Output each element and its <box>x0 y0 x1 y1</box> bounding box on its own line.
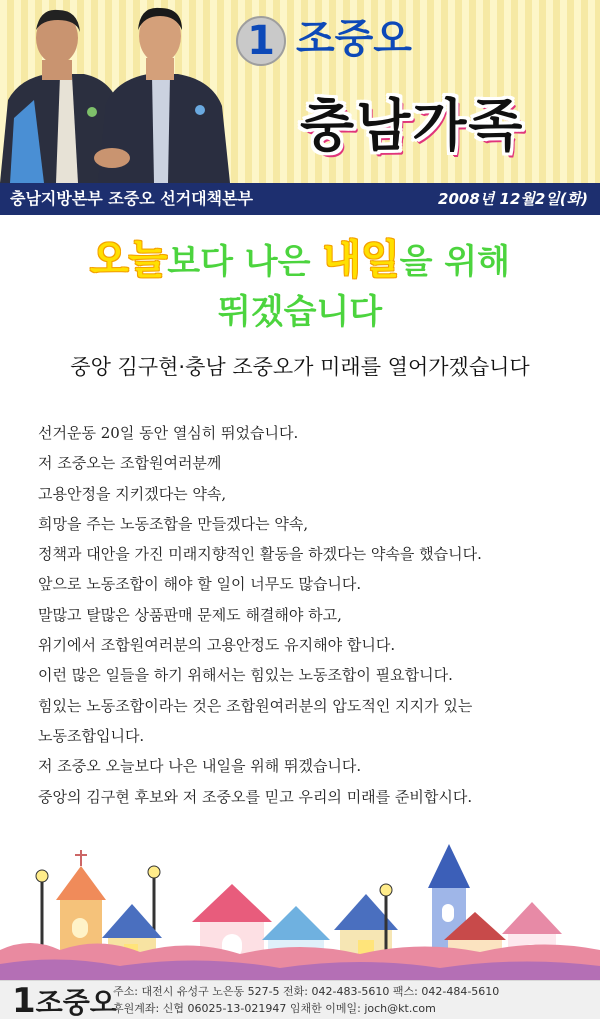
footer-contact <box>113 983 598 1017</box>
footer <box>0 980 600 1019</box>
body-line: 정책과 대안을 가진 미래지향적인 활동을 하겠다는 약속을 했습니다. <box>38 545 482 564</box>
body-line: 위기에서 조합원여러분의 고용안정도 유지해야 합니다. <box>38 636 396 655</box>
body-line: 말많고 탈많은 상품판매 문제도 해결해야 하고, <box>38 605 342 624</box>
headline-highlight-tomorrow: 내일 <box>322 237 400 283</box>
body-line: 노동조합입니다. <box>38 726 145 745</box>
body-line: 힘있는 노동조합이라는 것은 조합원여러분의 압도적인 지지가 있는 <box>38 696 473 715</box>
footer-account-line: 후원계좌: 신협 06025-13-021947 임채한 이메일: joch@kt.com <box>113 1002 436 1015</box>
candidate-name: 조중오 <box>296 16 412 62</box>
date-label: 2008년 12월2일(화) <box>438 190 588 208</box>
body-line: 중앙의 김구현 후보와 저 조중오를 믿고 우리의 미래를 준비합시다. <box>38 787 473 806</box>
slogan-title: 충남가족 <box>300 93 525 159</box>
headline-line1 <box>0 238 600 284</box>
header-banner <box>0 0 600 183</box>
footer-logo <box>12 983 117 1019</box>
body-line: 고용안정을 지키겠다는 약속, <box>38 484 227 503</box>
headline-highlight-today: 오늘 <box>90 237 168 283</box>
body-line: 앞으로 노동조합이 해야 할 일이 너무도 많습니다. <box>38 575 362 594</box>
footer-logo-name: 조중오 <box>35 986 117 1019</box>
body-line: 선거운동 20일 동안 열심히 뛰었습니다. <box>38 424 299 442</box>
headline-text-2: 을 위해 <box>399 242 510 282</box>
candidates-photo <box>0 0 230 183</box>
body-line: 이런 많은 일들을 하기 위해서는 힘있는 노동조합이 필요합니다. <box>38 666 453 685</box>
town-illustration <box>0 840 600 980</box>
handshake <box>94 148 130 168</box>
subheadline: 중앙 김구현·충남 조중오가 미래를 열어가겠습니다 <box>70 355 530 379</box>
footer-logo-number: 1 <box>12 981 36 1019</box>
body-line: 희망을 주는 노동조합을 만들겠다는 약속, <box>38 514 309 533</box>
title-bar <box>0 183 600 215</box>
body-line: 저 조중오 오늘보다 나은 내일을 위해 뛰겠습니다. <box>38 757 362 776</box>
body-text <box>38 418 578 812</box>
headline-line2: 뛰겠습니다 <box>217 292 383 332</box>
candidate-number-badge: 1 <box>236 16 286 66</box>
footer-address-line: 주소: 대전시 유성구 노은동 527-5 전화: 042-483-5610 팩스: 042-484-5610 <box>113 985 500 998</box>
campaign-hq-label: 충남지방본부 조중오 선거대책본부 <box>10 189 253 208</box>
body-line: 저 조중오는 조합원여러분께 <box>38 454 222 473</box>
headline-text-1: 보다 나은 <box>167 242 323 282</box>
